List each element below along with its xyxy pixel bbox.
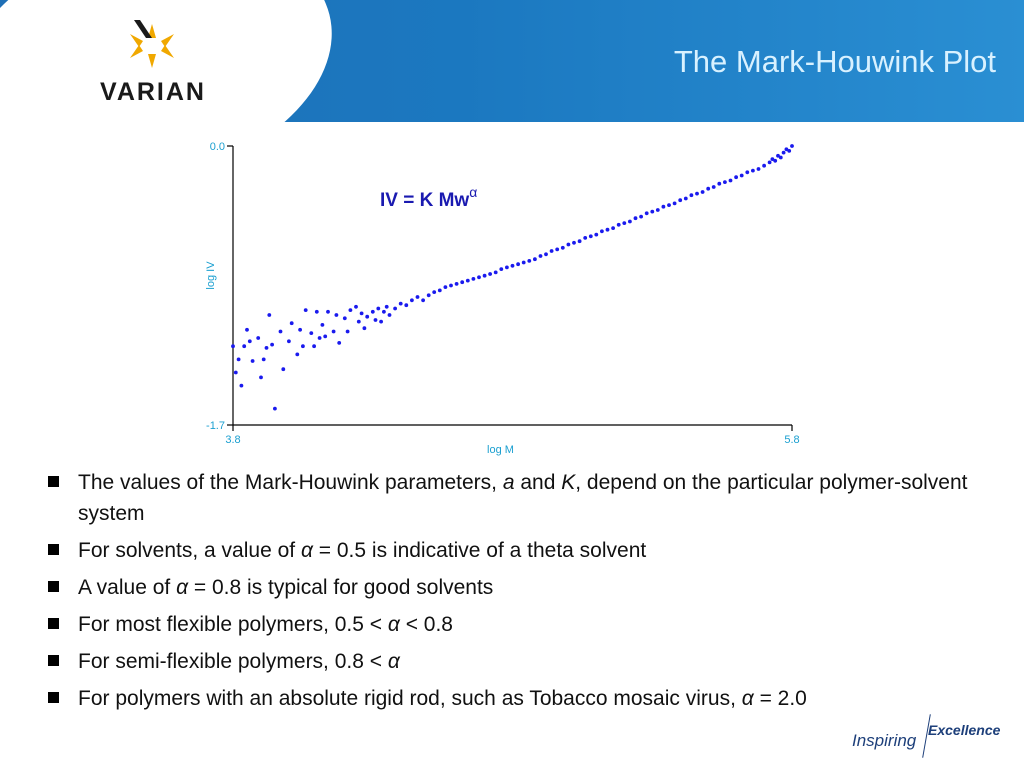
data-point <box>388 313 392 317</box>
bullet-square-icon <box>48 692 59 703</box>
data-point <box>645 211 649 215</box>
tagline-excellence: Excellence <box>928 722 1001 738</box>
data-point <box>321 323 325 327</box>
data-point <box>656 208 660 212</box>
data-point <box>717 182 721 186</box>
data-point <box>416 295 420 299</box>
data-point <box>745 170 749 174</box>
data-point <box>231 344 235 348</box>
inspiring-excellence-tagline <box>852 714 1022 764</box>
bullet-item <box>48 646 998 677</box>
data-point <box>673 202 677 206</box>
bullet-square-icon <box>48 655 59 666</box>
data-point <box>522 261 526 265</box>
data-point <box>360 312 364 316</box>
data-point <box>270 343 274 347</box>
data-point <box>516 262 520 266</box>
data-point <box>404 303 408 307</box>
data-point <box>539 254 543 258</box>
data-point <box>301 344 305 348</box>
data-point <box>544 252 548 256</box>
bullet-italic-text: α <box>176 576 189 599</box>
bullet-item <box>48 467 998 529</box>
data-point <box>712 185 716 189</box>
bullet-text: A value of <box>78 576 177 599</box>
data-point <box>701 190 705 194</box>
data-point <box>298 328 302 332</box>
data-point <box>567 243 571 247</box>
data-point <box>533 257 537 261</box>
bullet-text: The values of the Mark-Houwink parameters, <box>78 471 503 494</box>
mark-houwink-chart <box>190 128 810 463</box>
data-point <box>304 308 308 312</box>
bullet-italic-text: a <box>502 471 515 494</box>
data-point <box>326 310 330 314</box>
data-point <box>768 161 772 165</box>
y-tick-label: -1.7 <box>206 420 225 432</box>
data-point <box>695 192 699 196</box>
data-point <box>740 174 744 178</box>
chart-annotation <box>380 184 477 211</box>
data-point <box>757 167 761 171</box>
data-point <box>499 267 503 271</box>
data-point <box>256 336 260 340</box>
bullet-square-icon <box>48 544 59 555</box>
data-point <box>449 284 453 288</box>
data-point <box>438 289 442 293</box>
bullet-item <box>48 683 998 714</box>
data-point <box>706 187 710 191</box>
bullet-italic-text: α <box>741 687 754 710</box>
data-point <box>505 266 509 270</box>
data-point <box>779 156 783 160</box>
data-point <box>248 339 252 343</box>
data-point <box>365 315 369 319</box>
data-point <box>600 229 604 233</box>
data-point <box>259 376 263 380</box>
data-point <box>432 290 436 294</box>
data-point <box>606 228 610 232</box>
bullet-item <box>48 535 998 566</box>
data-point <box>427 293 431 297</box>
data-point <box>343 316 347 320</box>
data-point <box>335 313 339 317</box>
data-point <box>323 335 327 339</box>
data-point <box>267 313 271 317</box>
data-point <box>363 326 367 330</box>
bullet-text: = 0.5 is indicative of a theta solvent <box>312 539 647 562</box>
data-point <box>421 298 425 302</box>
data-point <box>287 339 291 343</box>
data-point <box>318 336 322 340</box>
slide-title: The Mark-Houwink Plot <box>673 44 996 79</box>
bullet-italic-text: K <box>561 471 576 494</box>
bullet-square-icon <box>48 581 59 592</box>
data-point <box>315 310 319 314</box>
bullet-text: and <box>514 471 562 494</box>
data-point <box>371 310 375 314</box>
data-point <box>374 318 378 322</box>
star-logo-icon <box>122 16 182 76</box>
data-point <box>281 367 285 371</box>
data-point <box>385 305 389 309</box>
y-axis-label: log IV <box>205 261 217 290</box>
data-point <box>723 180 727 184</box>
data-point <box>751 169 755 173</box>
data-point <box>594 233 598 237</box>
bullet-text: = 0.8 is typical for good solvents <box>188 576 494 599</box>
data-point <box>617 223 621 227</box>
bullet-text: For solvents, a value of <box>78 539 301 562</box>
data-point <box>290 321 294 325</box>
bullet-italic-text: α <box>387 650 400 673</box>
data-point <box>589 234 593 238</box>
data-point <box>399 302 403 306</box>
data-point <box>667 203 671 207</box>
data-point <box>393 307 397 311</box>
data-point <box>279 330 283 334</box>
bullet-item <box>48 572 998 603</box>
varian-logo <box>100 18 220 108</box>
bullet-text: , depend on the particular polymer-solvent system <box>78 471 968 525</box>
bullet-text: For polymers with an absolute rigid rod, such as Tobacco mosaic virus, <box>78 687 742 710</box>
data-point <box>410 298 414 302</box>
data-point <box>678 198 682 202</box>
data-point <box>639 215 643 219</box>
data-point <box>561 246 565 250</box>
logo-text: VARIAN <box>100 78 206 106</box>
data-point <box>472 277 476 281</box>
data-point <box>628 220 632 224</box>
data-point <box>690 193 694 197</box>
chart-axes <box>205 141 800 456</box>
bullet-text: For semi-flexible polymers, 0.8 < <box>78 650 388 673</box>
data-point <box>240 384 244 388</box>
data-point <box>346 330 350 334</box>
data-point <box>251 359 255 363</box>
data-point <box>242 344 246 348</box>
bullet-text: < 0.8 <box>399 613 453 636</box>
bullet-list <box>48 467 998 720</box>
data-point <box>650 210 654 214</box>
data-point <box>684 197 688 201</box>
x-tick-label: 5.8 <box>784 434 800 446</box>
annotation-text: IV = K Mw <box>380 190 470 211</box>
data-point <box>312 344 316 348</box>
data-point <box>349 308 353 312</box>
data-point <box>527 259 531 263</box>
data-point <box>332 330 336 334</box>
header-band <box>0 0 1024 122</box>
data-point <box>234 371 238 375</box>
data-point <box>262 358 266 362</box>
tagline-inspiring: Inspiring <box>852 731 917 750</box>
data-point <box>337 341 341 345</box>
data-point <box>494 271 498 275</box>
chart-points <box>231 144 794 410</box>
data-point <box>762 164 766 168</box>
data-point <box>583 236 587 240</box>
data-point <box>237 358 241 362</box>
bullet-italic-text: α <box>387 613 400 636</box>
data-point <box>466 279 470 283</box>
data-point <box>376 307 380 311</box>
data-point <box>273 407 277 411</box>
data-point <box>782 151 786 155</box>
bullet-text: = 2.0 <box>753 687 807 710</box>
data-point <box>555 248 559 252</box>
data-point <box>773 159 777 163</box>
data-point <box>578 239 582 243</box>
data-point <box>511 264 515 268</box>
data-point <box>662 205 666 209</box>
bullet-text: For most flexible polymers, 0.5 < <box>78 613 388 636</box>
data-point <box>444 285 448 289</box>
data-point <box>379 320 383 324</box>
data-point <box>460 280 464 284</box>
data-point <box>488 272 492 276</box>
data-point <box>455 282 459 286</box>
data-point <box>309 331 313 335</box>
data-point <box>572 241 576 245</box>
x-tick-label: 3.8 <box>225 434 241 446</box>
bullet-square-icon <box>48 476 59 487</box>
data-point <box>550 249 554 253</box>
data-point <box>634 216 638 220</box>
data-point <box>354 305 358 309</box>
data-point <box>729 179 733 183</box>
bullet-italic-text: α <box>300 539 313 562</box>
data-point <box>477 275 481 279</box>
data-point <box>265 346 269 350</box>
data-point <box>787 149 791 153</box>
x-axis-label: log M <box>487 444 514 456</box>
data-point <box>382 310 386 314</box>
y-tick-label: 0.0 <box>209 141 225 153</box>
bullet-item <box>48 609 998 640</box>
bullet-square-icon <box>48 618 59 629</box>
data-point <box>357 320 361 324</box>
data-point <box>483 274 487 278</box>
data-point <box>622 221 626 225</box>
data-point <box>734 175 738 179</box>
data-point <box>245 328 249 332</box>
data-point <box>611 226 615 230</box>
annotation-superscript: α <box>469 184 478 200</box>
data-point <box>790 144 794 148</box>
data-point <box>295 353 299 357</box>
